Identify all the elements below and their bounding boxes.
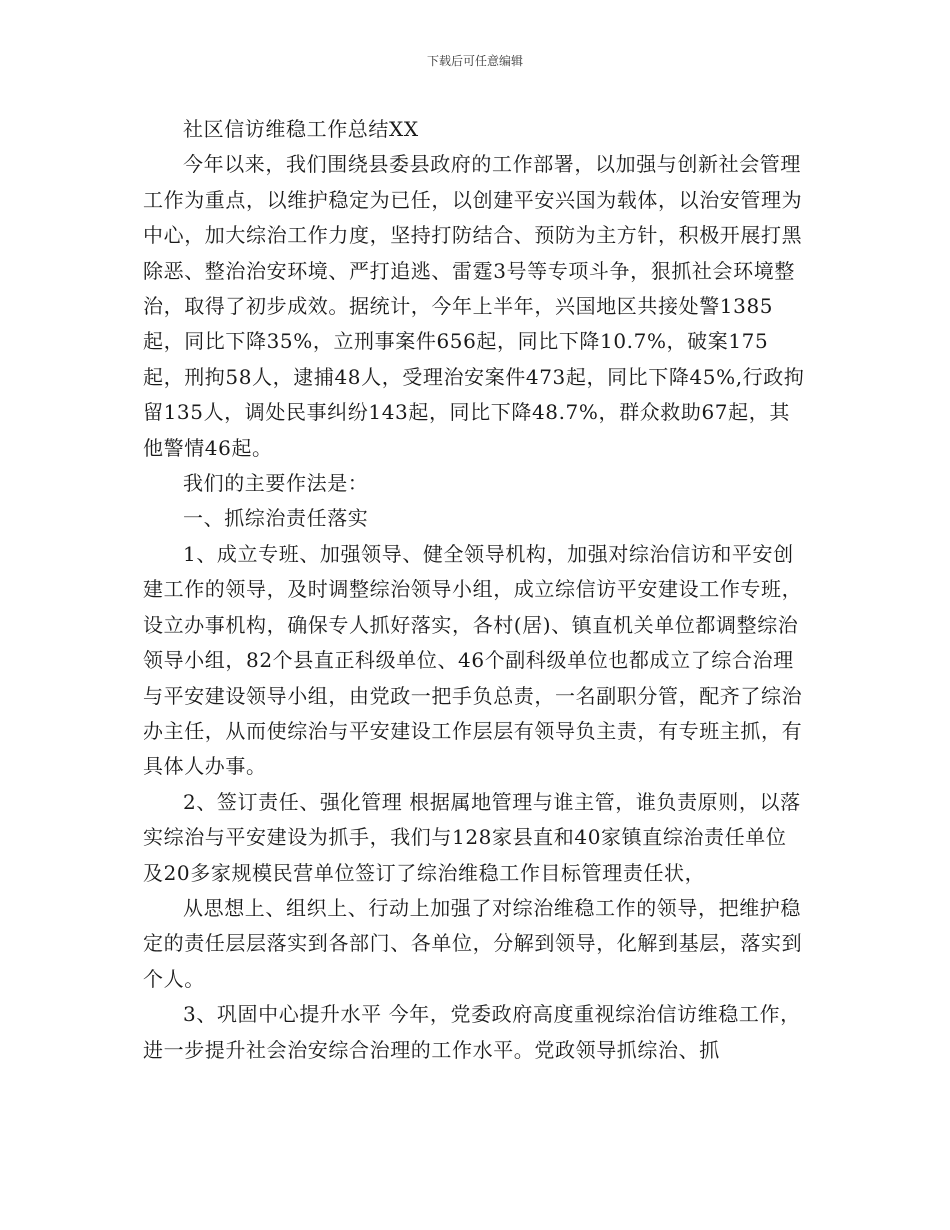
section-heading-responsibility: 一、抓综治责任落实: [183, 506, 369, 531]
page-header: 下载后可任意编辑: [426, 54, 523, 68]
paragraph-item-1: 1、成立专班、加强领导、健全领导机构，加强对综治信访和平安创建工作的领导，及时调整综治领导小组，成立综信访平安建设工作专班，设立办事机构，确保专人抓好落实，各村(居)、镇直机关单位都调整综治领导小组，82个县直正科级单位、46个副科级单位也都成立了综合治理与平安建设领导小组，由党政一把手负总责，一名副职分管，配齐了综治办主任，从而使综治与平安建设工作层层有领导负主责，有专班主抓，有具体人办事。: [143, 541, 803, 779]
document-title: 社区信访维稳工作总结XX: [183, 117, 419, 141]
paragraph-methods-intro: 我们的主要作法是：: [183, 471, 369, 496]
paragraph-item-2-continued: 从思想上、组织上、行动上加强了对综治维稳工作的领导，把维护稳定的责任层层落实到各部门、各单位，分解到领导，化解到基层，落实到个人。: [143, 895, 803, 991]
paragraph-summary: 今年以来，我们围绕县委县政府的工作部署，以加强与创新社会管理工作为重点，以维护稳定为已任，以创建平安兴国为载体，以治安管理为中心，加大综治工作力度，坚持打防结合、预防为主方针，积极开展打黑除恶、整治治安环境、严打追逃、雷霆3号等专项斗争，狠抓社会环境整治，取得了初步成效。据统计，今年上半年，兴国地区共接处警1385起，同比下降35%，立刑事案件656起，同比下降10.7%，破案175起，刑拘58人，逮捕48人，受理治安案件473起，同比下降45%,行政拘留135人，调处民事纠纷143起，同比下降48.7%，群众救助67起，其他警情46起。: [143, 152, 805, 460]
paragraph-item-2: 2、签订责任、强化管理 根据属地管理与谁主管，谁负责原则，以落实综治与平安建设为抓手，我们与128家县直和40家镇直综治责任单位及20多家规模民营单位签订了综治维稳工作目标管理责任状，: [143, 789, 801, 885]
paragraph-item-3: 3、巩固中心提升水平 今年，党委政府高度重视综治信访维稳工作，进一步提升社会治安综合治理的工作水平。党政领导抓综治、抓: [143, 1002, 801, 1062]
document-body: [143, 112, 807, 1068]
